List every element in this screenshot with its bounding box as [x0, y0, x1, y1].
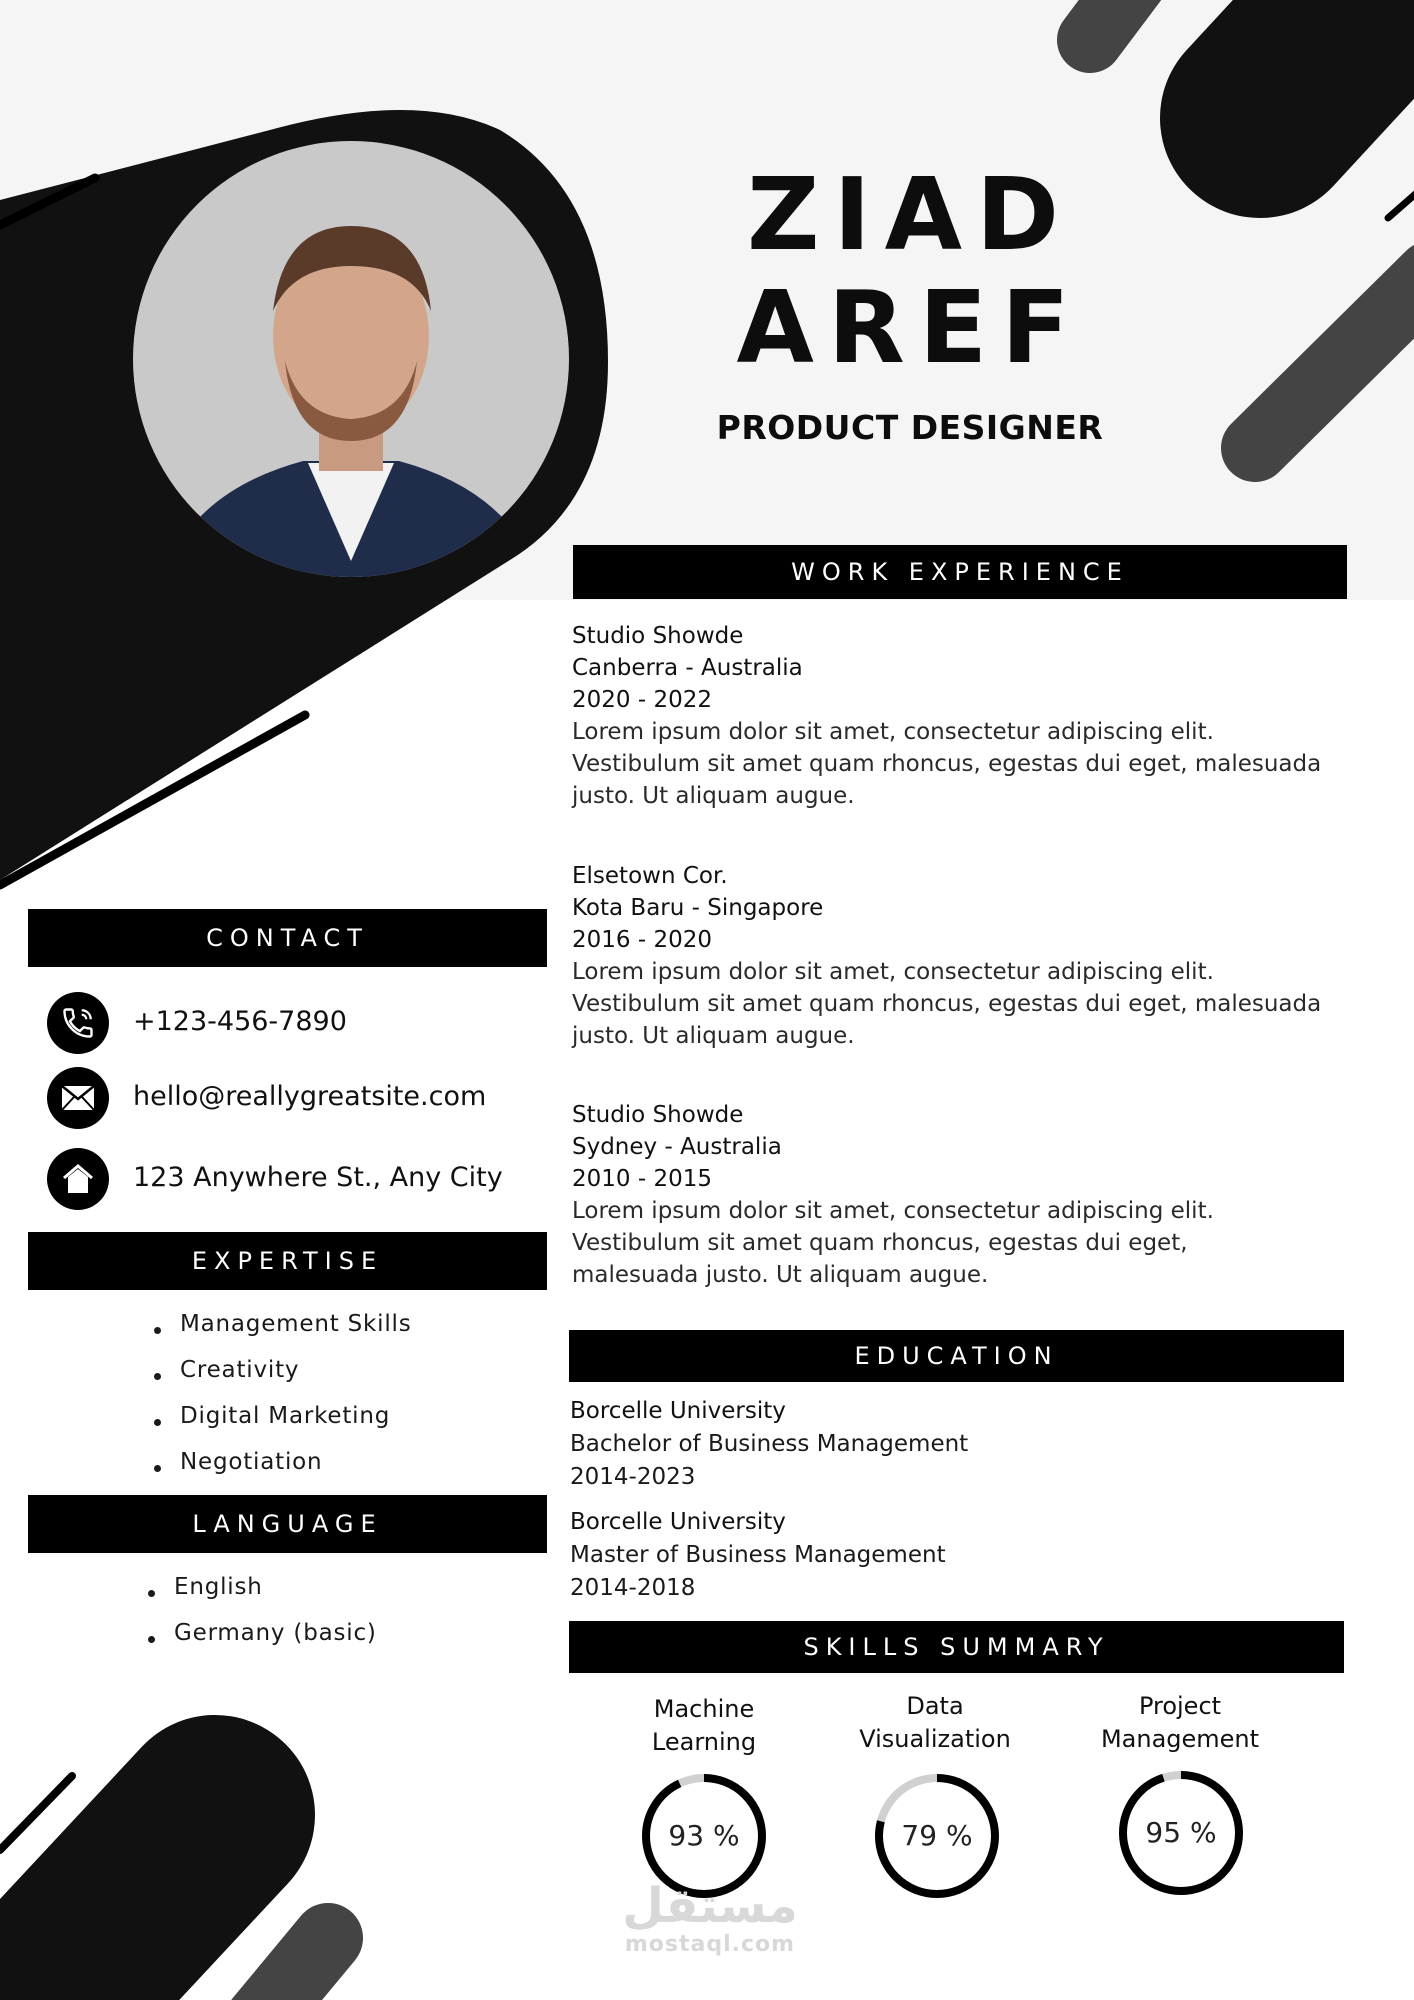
- skill-label-line: Machine: [653, 1695, 755, 1723]
- watermark-latin: mostaql.com: [624, 1932, 796, 1957]
- description-line: Vestibulum sit amet quam rhoncus, egestas dui eget, malesuada: [572, 991, 1322, 1017]
- skill-label-line: Management: [1100, 1725, 1260, 1753]
- job-title: PRODUCT DESIGNER: [716, 408, 1104, 447]
- contact-phone-text: +123-456-7890: [133, 1006, 347, 1037]
- education-degree: Master of Business Management: [570, 1542, 946, 1568]
- bottom-pill-gray: [260, 1938, 328, 2000]
- contact-address-text: 123 Anywhere St., Any City: [133, 1162, 503, 1193]
- work-description: [572, 956, 1352, 1052]
- section-header-education: EDUCATION: [569, 1330, 1344, 1382]
- watermark-arabic: مستقل: [622, 1878, 798, 1934]
- education-school: Borcelle University: [570, 1398, 786, 1424]
- description-line: justo. Ut aliquam augue.: [572, 1023, 855, 1049]
- work-entry: [572, 860, 1352, 1052]
- expertise-item: Creativity: [150, 1353, 412, 1399]
- watermark: [600, 1880, 820, 1957]
- phone-icon: [47, 992, 109, 1054]
- mail-icon: [47, 1067, 109, 1129]
- description-line: malesuada justo. Ut aliquam augue.: [572, 1262, 989, 1288]
- work-company: Studio Showde: [572, 623, 744, 649]
- profile-photo: [133, 141, 569, 577]
- education-years: 2014-2023: [570, 1464, 696, 1490]
- education-entry: [570, 1395, 1270, 1494]
- description-line: Vestibulum sit amet quam rhoncus, egestas dui eget,: [572, 1230, 1188, 1256]
- skill-gauge: [1116, 1768, 1246, 1898]
- gauge-value: 93 %: [668, 1819, 740, 1852]
- skill-label-line: Project: [1138, 1692, 1222, 1720]
- gauge-value: 95 %: [1145, 1816, 1217, 1849]
- education-entry: [570, 1506, 1270, 1605]
- contact-email-text: hello@reallygreatsite.com: [133, 1081, 487, 1112]
- work-location: Kota Baru - Singapore: [572, 895, 824, 921]
- first-name: ZIAD: [746, 156, 1074, 273]
- expertise-item: Negotiation: [150, 1445, 412, 1491]
- work-description: [572, 1195, 1352, 1291]
- section-header-expertise: EXPERTISE: [28, 1232, 547, 1290]
- skill-label: [1070, 1690, 1290, 1756]
- section-header-contact: CONTACT: [28, 909, 547, 967]
- work-location: Canberra - Australia: [572, 655, 803, 681]
- work-description: [572, 716, 1352, 812]
- expertise-list: [150, 1307, 412, 1491]
- top-pill-black: [1260, 0, 1414, 118]
- education-school: Borcelle University: [570, 1509, 786, 1535]
- language-item: English: [144, 1570, 377, 1616]
- skill-label: [825, 1690, 1045, 1756]
- expertise-item: Management Skills: [150, 1307, 412, 1353]
- work-years: 2010 - 2015: [572, 1166, 712, 1192]
- education-degree: Bachelor of Business Management: [570, 1431, 969, 1457]
- language-list: [144, 1570, 377, 1662]
- work-company: Studio Showde: [572, 1102, 744, 1128]
- education-years: 2014-2018: [570, 1575, 696, 1601]
- work-entry: [572, 620, 1352, 812]
- work-years: 2016 - 2020: [572, 927, 712, 953]
- skill-label-line: Data: [906, 1692, 964, 1720]
- work-location: Sydney - Australia: [572, 1134, 782, 1160]
- skill-label-line: Visualization: [859, 1725, 1011, 1753]
- bottom-pill-black: [0, 1815, 215, 2000]
- description-line: justo. Ut aliquam augue.: [572, 783, 855, 809]
- description-line: Lorem ipsum dolor sit amet, consectetur adipiscing elit.: [572, 1198, 1214, 1224]
- expertise-item: Digital Marketing: [150, 1399, 412, 1445]
- last-name: AREF: [736, 269, 1084, 386]
- description-line: Lorem ipsum dolor sit amet, consectetur adipiscing elit.: [572, 719, 1214, 745]
- description-line: Lorem ipsum dolor sit amet, consectetur adipiscing elit.: [572, 959, 1214, 985]
- skill-gauge: [872, 1771, 1002, 1901]
- skill-label: [594, 1693, 814, 1759]
- description-line: Vestibulum sit amet quam rhoncus, egestas dui eget, malesuada: [572, 751, 1322, 777]
- work-years: 2020 - 2022: [572, 687, 712, 713]
- language-item: Germany (basic): [144, 1616, 377, 1662]
- gauge-value: 79 %: [901, 1819, 973, 1852]
- section-header-work: WORK EXPERIENCE: [573, 545, 1347, 599]
- work-company: Elsetown Cor.: [572, 863, 728, 889]
- work-entry: [572, 1099, 1352, 1291]
- home-icon: [47, 1148, 109, 1210]
- section-header-skills: SKILLS SUMMARY: [569, 1621, 1344, 1673]
- section-header-language: LANGUAGE: [28, 1495, 547, 1553]
- skill-label-line: Learning: [651, 1728, 757, 1756]
